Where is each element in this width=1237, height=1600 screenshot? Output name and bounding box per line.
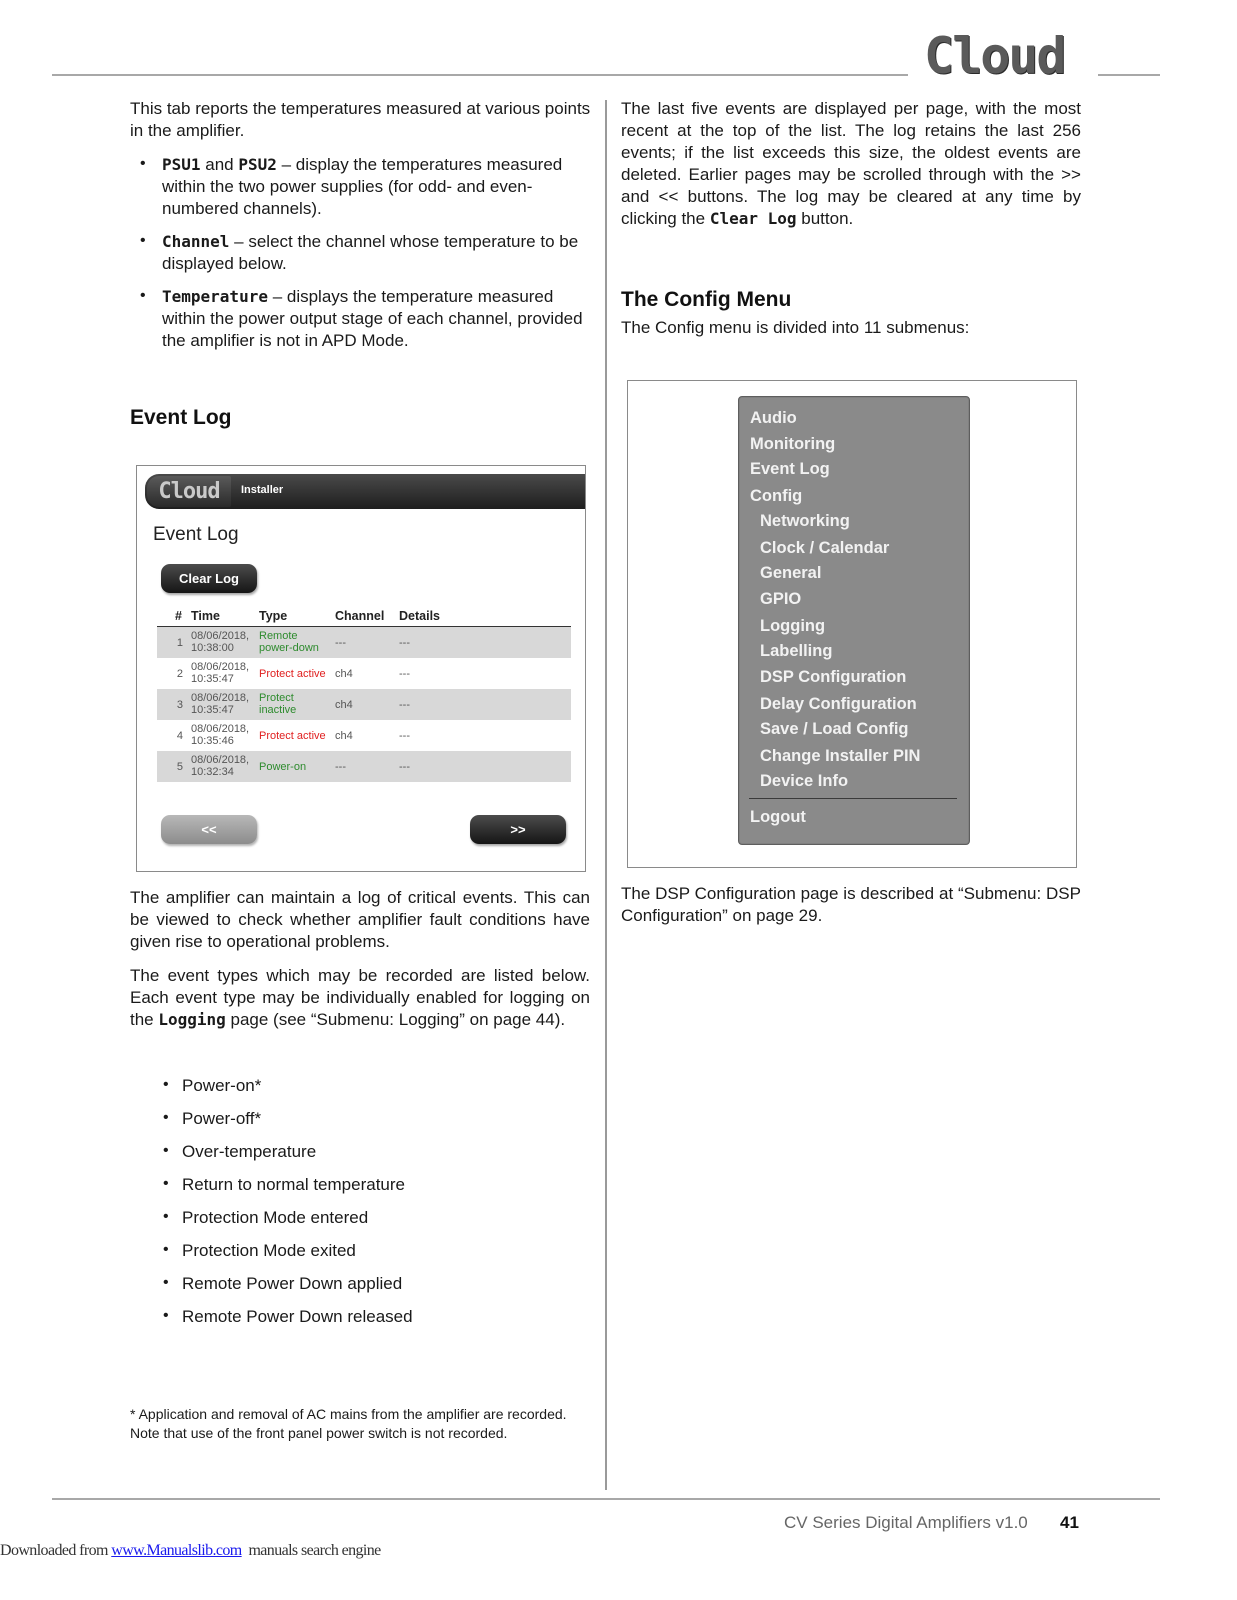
bullet-temperature-text: – displays the temperature measured within the power output stage of each channel, provided the amplifier is not in APD Mode.: [162, 287, 583, 350]
table-row: [157, 627, 571, 658]
footnote-line-2: Note that use of the front panel power switch is not recorded.: [130, 1425, 508, 1441]
menu-item-event-log[interactable]: Event Log: [750, 460, 830, 478]
bullet-channel: [130, 231, 592, 275]
menu-item-save-load-config[interactable]: Save / Load Config: [760, 720, 909, 738]
term-channel: Channel: [162, 232, 230, 251]
row-num: 1: [176, 637, 183, 649]
row-details: ---: [399, 668, 410, 680]
list-item: • Protection Mode exited: [130, 1240, 590, 1262]
menu-item-networking[interactable]: Networking: [760, 512, 850, 530]
term-psu2: PSU2: [238, 155, 277, 174]
menu-item-device-info[interactable]: Device Info: [760, 772, 849, 790]
cloud-logo: Cloud: [924, 28, 1080, 84]
prev-page-button[interactable]: <<: [161, 815, 257, 844]
clear-log-button[interactable]: Clear Log: [161, 564, 257, 593]
row-details: ---: [399, 730, 410, 742]
table-row: [157, 720, 571, 751]
menu-item-change-installer-pin[interactable]: Change Installer PIN: [760, 747, 921, 765]
menu-item-labelling[interactable]: Labelling: [760, 642, 833, 660]
config-menu-heading: The Config Menu: [621, 288, 792, 311]
row-details: ---: [399, 699, 410, 711]
user-label: Installer: [241, 484, 284, 496]
menu-item-gpio[interactable]: GPIO: [760, 590, 802, 608]
menu-item-audio[interactable]: Audio: [750, 409, 797, 427]
column-divider: [605, 100, 607, 1490]
config-menu: [738, 396, 970, 845]
row-channel: ch4: [335, 730, 353, 742]
table-header: [157, 608, 571, 627]
bullet-temperature: [130, 286, 592, 352]
table-row: [157, 751, 571, 782]
app-logo: Cloud: [147, 476, 231, 507]
menu-item-delay-configuration[interactable]: Delay Configuration: [760, 695, 917, 713]
bullet-psu-and: and: [200, 155, 239, 174]
row-details: ---: [399, 761, 410, 773]
table-row: [157, 658, 571, 689]
col-num: #: [175, 609, 182, 623]
manualslib-link[interactable]: www.Manualslib.com: [111, 1542, 242, 1559]
event-log-heading: Event Log: [130, 406, 232, 429]
col-time: Time: [191, 609, 220, 623]
footnote: [130, 1405, 590, 1443]
event-table: [157, 608, 571, 782]
row-details: ---: [399, 637, 410, 649]
download-suffix: manuals search engine: [241, 1542, 381, 1559]
config-intro: The Config menu is divided into 11 submenus:: [621, 318, 970, 337]
term-clear-log: Clear Log: [709, 209, 797, 228]
footer-doc-title: CV Series Digital Amplifiers v1.0: [784, 1513, 1028, 1532]
event-types-list: [130, 1075, 590, 1339]
download-notice: [0, 1542, 381, 1560]
header-rule-right: [1098, 74, 1160, 76]
row-type: Remote power-down: [259, 630, 319, 654]
config-menu-screenshot: [627, 380, 1077, 868]
list-item: • Over-temperature: [130, 1141, 590, 1163]
event-log-paging-paragraph: [621, 98, 1081, 230]
row-num: 2: [176, 668, 183, 680]
row-channel: ---: [335, 761, 346, 773]
term-logging: Logging: [158, 1010, 226, 1029]
row-num: 4: [176, 730, 183, 742]
row-channel: ch4: [335, 699, 353, 711]
bullet-channel-text: – select the channel whose temperature to be displayed below.: [162, 232, 579, 273]
row-type: Protect active: [259, 730, 326, 742]
event-log-description: The amplifier can maintain a log of critical events. This can be viewed to check whether amplifier fault conditions have given rise to operational problems.: [130, 888, 590, 951]
download-prefix: Downloaded from: [0, 1542, 112, 1559]
event-log-screenshot: [136, 465, 586, 872]
row-type: Protect inactive: [259, 692, 297, 716]
row-time: 08/06/2018, 10:35:47: [191, 692, 250, 716]
row-time: 08/06/2018, 10:35:46: [191, 723, 250, 747]
col-channel: Channel: [335, 609, 385, 623]
menu-item-monitoring[interactable]: Monitoring: [750, 435, 836, 453]
page-number: 41: [1060, 1513, 1079, 1532]
header-rule-left: [52, 74, 908, 76]
table-row: [157, 689, 571, 720]
row-time: 08/06/2018, 10:35:47: [191, 661, 250, 685]
paging-text-a: The last five events are displayed per page, with the most recent at the top of the list. The log retains the last 256 events; if the list exceeds this size, the oldest events are deleted. Earlier pages may be scrolled through with the >> and << buttons. The log may be cleared at any time by clicking the: [621, 99, 1081, 228]
list-item: • Remote Power Down released: [130, 1306, 590, 1328]
row-num: 5: [176, 761, 183, 773]
menu-item-dsp-configuration[interactable]: DSP Configuration: [760, 668, 907, 686]
row-num: 3: [176, 699, 183, 711]
row-channel: ch4: [335, 668, 353, 680]
bullet-psu-text: – display the temperatures measured within the two power supplies (for odd- and even-numbered channels).: [162, 155, 563, 218]
col-type: Type: [259, 609, 288, 623]
menu-item-logging[interactable]: Logging: [760, 617, 826, 635]
event-types-description: [130, 965, 590, 1031]
col-details: Details: [399, 609, 440, 623]
bullet-psu: [130, 154, 592, 220]
term-psu1: PSU1: [162, 155, 201, 174]
dsp-config-note: The DSP Configuration page is described at “Submenu: DSP Configuration” on page 29.: [621, 884, 1081, 925]
row-time: 08/06/2018, 10:32:34: [191, 754, 250, 778]
row-time: 08/06/2018, 10:38:00: [191, 630, 250, 654]
next-page-button[interactable]: >>: [470, 815, 566, 844]
row-channel: ---: [335, 637, 346, 649]
event-log-title: Event Log: [153, 524, 239, 545]
list-item: • Power-on*: [130, 1075, 590, 1097]
row-type: Power-on: [259, 761, 307, 773]
paging-text-b: button.: [796, 209, 854, 228]
menu-item-general[interactable]: General: [760, 564, 822, 582]
footer-rule: [52, 1498, 1160, 1500]
list-item: • Protection Mode entered: [130, 1207, 590, 1229]
intro-paragraph: This tab reports the temperatures measured at various points in the amplifier.: [130, 99, 591, 140]
row-type: Protect active: [259, 668, 326, 680]
footnote-line-1: * Application and removal of AC mains from the amplifier are recorded.: [130, 1406, 567, 1422]
menu-separator: [749, 798, 957, 799]
list-item: • Remote Power Down applied: [130, 1273, 590, 1295]
list-item: • Return to normal temperature: [130, 1174, 590, 1196]
menu-item-config[interactable]: Config: [750, 487, 803, 505]
menu-item-logout[interactable]: Logout: [750, 808, 806, 826]
temperature-bullets: [130, 154, 592, 352]
menu-item-clock-calendar[interactable]: Clock / Calendar: [760, 539, 890, 557]
term-temperature: Temperature: [162, 287, 268, 306]
list-item: • Power-off*: [130, 1108, 590, 1130]
event-types-text-b: page (see “Submenu: Logging” on page 44).: [225, 1010, 566, 1029]
event-types-text-a: The event types which may be recorded are listed below. Each event type may be individually enabled for logging on the: [130, 966, 590, 1029]
